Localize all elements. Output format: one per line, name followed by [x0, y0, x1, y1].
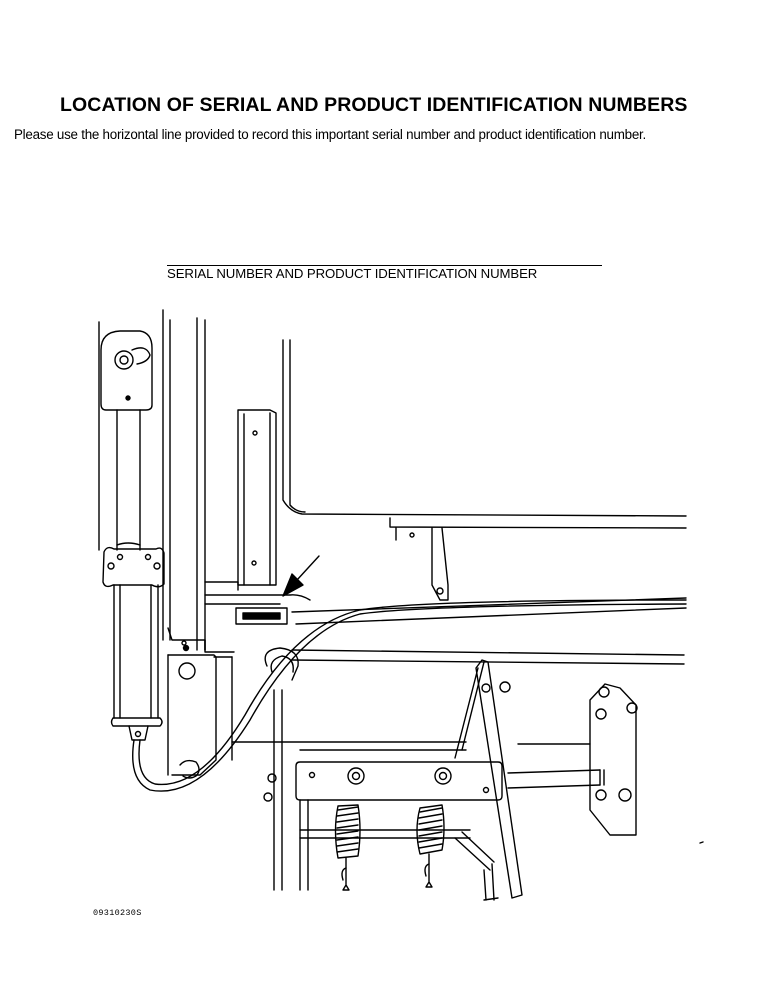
- right-mounting-plate: [508, 684, 637, 835]
- spring-left: [336, 805, 361, 890]
- instructions-text: Please use the horizontal line provided to record this important serial number and product identification number.: [14, 127, 646, 142]
- serial-number-plate: [236, 608, 287, 624]
- hydraulic-cylinder: [103, 548, 164, 740]
- record-line-label: SERIAL NUMBER AND PRODUCT IDENTIFICATION NUMBER: [167, 266, 538, 281]
- main-frame: [205, 340, 686, 750]
- cylinder-top-mount: [101, 331, 152, 410]
- machine-illustration: [0, 300, 772, 920]
- spring-mount-bar: [264, 762, 502, 801]
- figure-code: 09310230S: [93, 908, 142, 918]
- lower-linkage: [274, 690, 494, 900]
- spring-right: [417, 805, 444, 887]
- page-title: LOCATION OF SERIAL AND PRODUCT IDENTIFICATION NUMBERS: [60, 94, 688, 116]
- parallel-arm: [455, 660, 522, 900]
- spring-hanger: [432, 528, 448, 600]
- arrow-icon: [283, 556, 319, 596]
